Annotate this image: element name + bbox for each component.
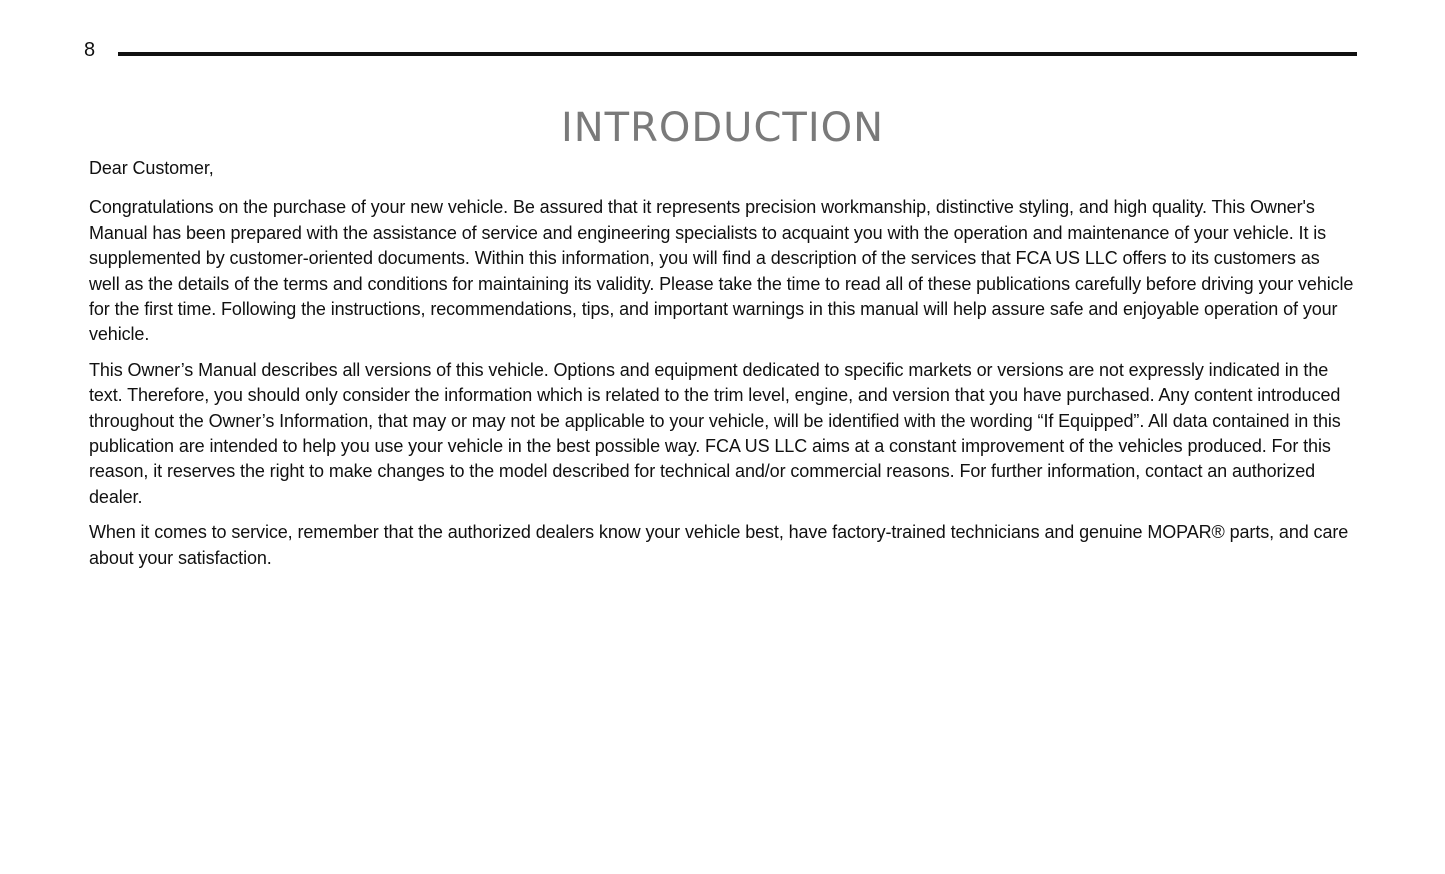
- paragraph-versions: This Owner’s Manual describes all versions of this vehicle. Options and equipment dedicated to specific markets or versions are not expressly indicated in the text. Therefore, you should only consider the information which is related to the trim level, engine, and version that you have purchased. Any content introduced throughout the Owner’s Information, that may or may not be applicable to your vehicle, will be identified with the wording “If Equipped”. All data contained in this publication are intended to help you use your vehicle in the best possible way. FCA US LLC aims at a constant improvement of the vehicles produced. For this reason, it reserves the right to make changes to the model described for technical and/or commercial reasons. For further information, contact an authorized dealer.: [89, 359, 1341, 507]
- page-number: 8: [84, 39, 96, 61]
- paragraph-service: When it comes to service, remember that the authorized dealers know your vehicle best, have factory-trained technicians and genuine MOPAR® parts, and care about your satisfaction.: [89, 522, 1349, 568]
- header-rule: [118, 52, 1357, 56]
- section-title: INTRODUCTION: [560, 104, 885, 151]
- body-text: [89, 156, 1355, 581]
- salutation: Dear Customer,: [89, 158, 214, 178]
- paragraph-congratulations: Congratulations on the purchase of your new vehicle. Be assured that it represents precision workmanship, distinctive styling, and high quality. This Owner's Manual has been prepared with the assistance of service and engineering specialists to acquaint you with the operation and maintenance of your vehicle. It is supplemented by customer-oriented documents. Within this information, you will find a description of the services that FCA US LLC offers to its customers as well as the details of the terms and conditions for maintaining its validity. Please take the time to read all of these publications carefully before driving your vehicle for the first time. Following the instructions, recommendations, tips, and important warnings in this manual will help assure safe and enjoyable operation of your vehicle.: [89, 197, 1354, 345]
